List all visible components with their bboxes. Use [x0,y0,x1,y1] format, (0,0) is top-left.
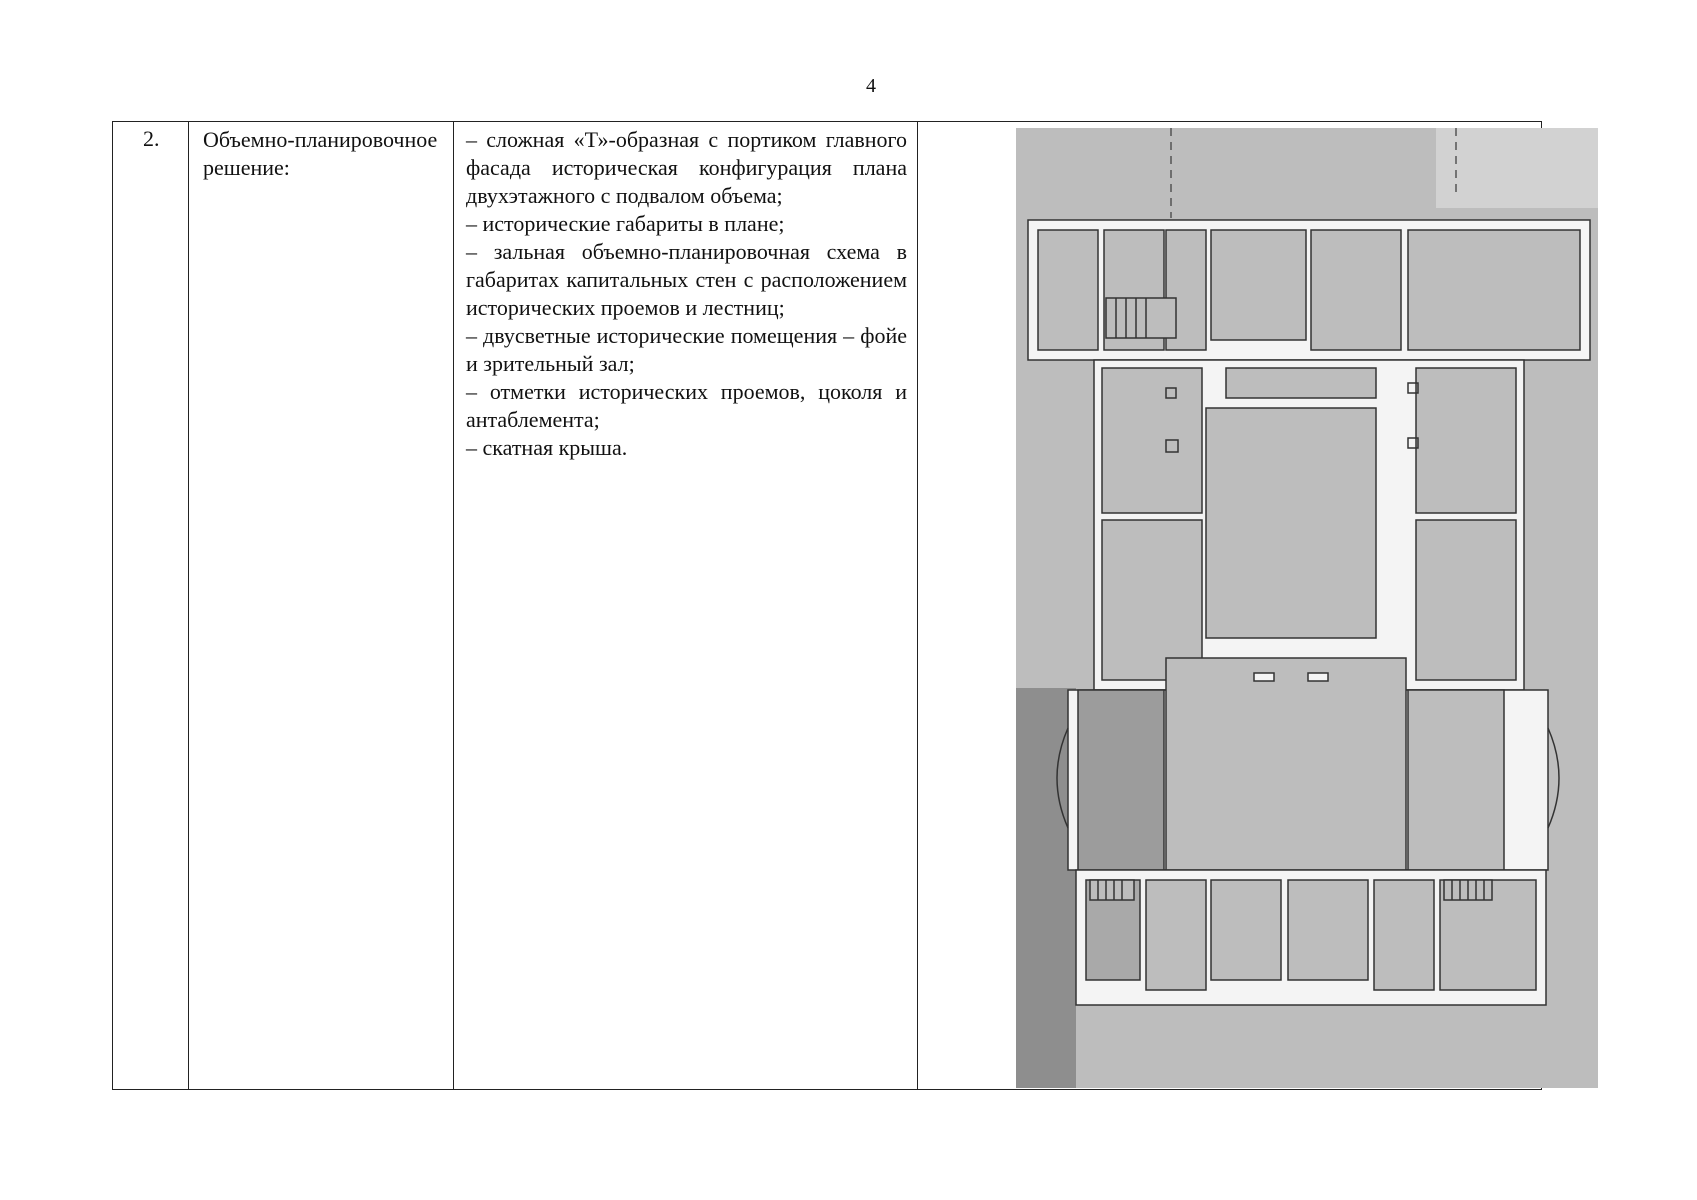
floor-plan-image [918,122,1541,1089]
list-item: – зальная объемно-планировочная схема в габаритах капитальных стен с расположением исторических проемов и лестниц; [466,239,907,320]
heritage-table [112,121,1542,1090]
row-title-cell [189,122,454,1090]
row-number-cell [113,122,189,1090]
list-item: – сложная «Т»-образная с портиком главного фасада историческая конфигурация плана двухэтажного с подвалом объема; [466,127,907,208]
list-item: – скатная крыша. [466,435,628,460]
list-item: – исторические габариты в плане; [466,211,785,236]
row-title: Объемно-планировочное решение: [203,127,438,180]
table-row [113,122,1542,1090]
row-number: 2. [143,126,160,151]
floor-plan-drawing [1016,128,1598,1088]
row-features-cell [454,122,918,1090]
page-number: 4 [866,75,876,97]
list-item: – отметки исторических проемов, цоколя и антаблемента; [466,379,907,432]
floor-plan-cell [918,122,1542,1090]
list-item: – двусветные исторические помещения – фойе и зрительный зал; [466,323,907,376]
features-list [454,122,917,462]
